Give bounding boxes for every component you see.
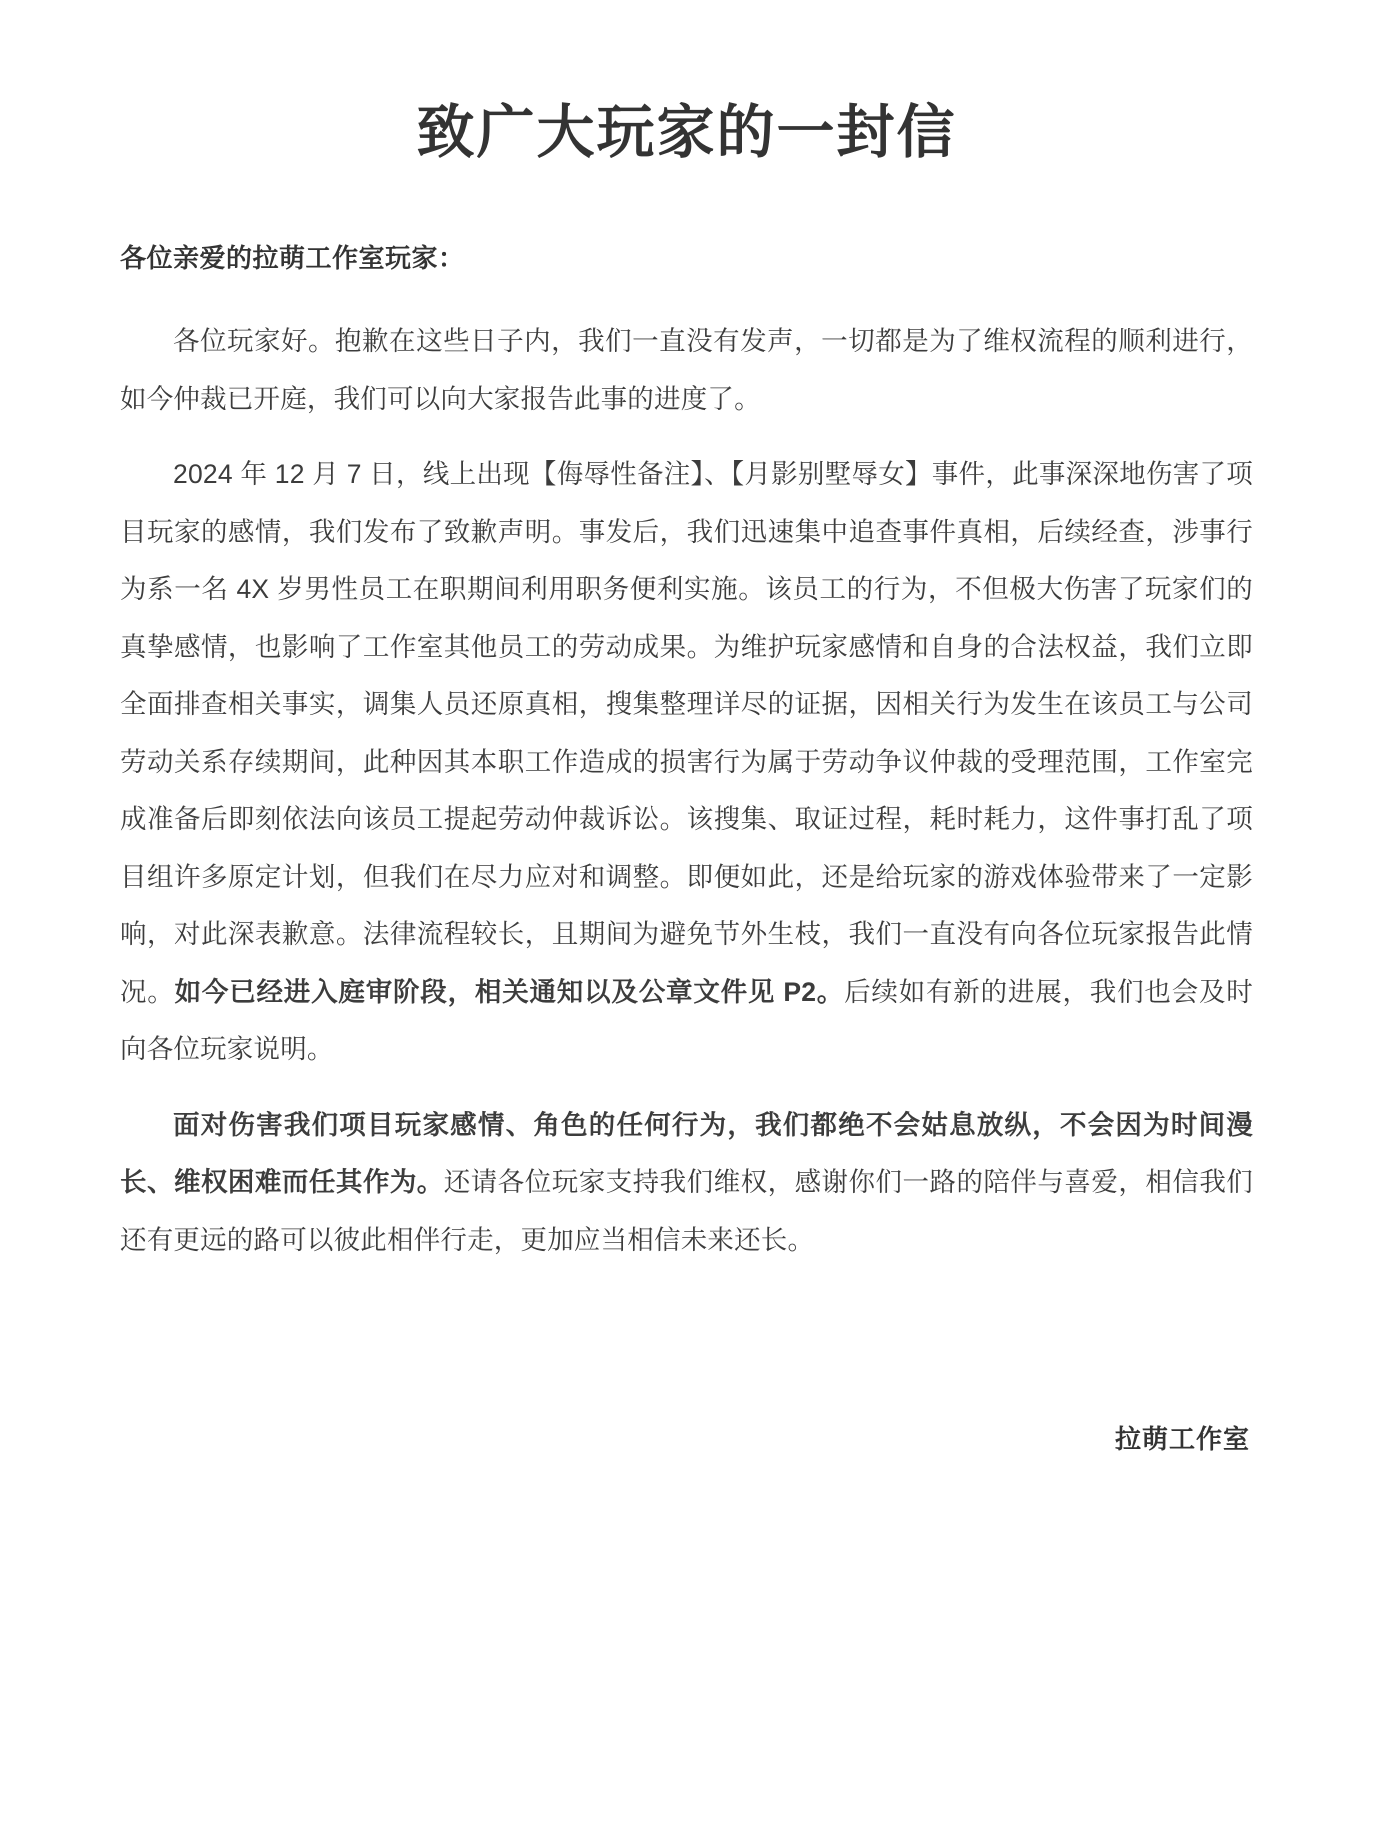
- paragraph-3: [120, 1097, 1253, 1270]
- text-segment: 还请各位玩家支持我们维权，感谢你们一路的陪伴与喜爱，相信我们还有更远的路可以彼此相伴行走，更加应当相信未来还长。: [120, 1167, 1253, 1255]
- text-segment-bold: 面对伤害我们项目玩家感情、角色的任何行为，我们都绝不会姑息放纵，不会因为时间漫长、维权困难而任其作为。: [120, 1109, 1253, 1198]
- letter-body: [0, 238, 1373, 1270]
- text-segment: 2024 年 12 月 7 日，线上出现【侮辱性备注】、【月影别墅辱女】事件，此事深深地伤害了项目玩家的感情，我们发布了致歉声明。事发后，我们迅速集中追查事件真相，后续经查，涉事行为系一名 4X 岁男性员工在职期间利用职务便利实施。该员工的行为，不但极大伤害了玩家们的真挚感情，也影响了工作室其他员工的劳动成果。为维护玩家感情和自身的合法权益，我们立即全面排查相关事实，调集人员还原真相，搜集整理详尽的证据，因相关行为发生在该员工与公司劳动关系存续期间，此种因其本职工作造成的损害行为属于劳动争议仲裁的受理范围，工作室完成准备后即刻依法向该员工提起劳动仲裁诉讼。该搜集、取证过程，耗时耗力，这件事打乱了项目组许多原定计划，但我们在尽力应对和调整。即便如此，还是给玩家的游戏体验带来了一定影响，对此深表歉意。法律流程较长，且期间为避免节外生枝，我们一直没有向各位玩家报告此情况。: [120, 459, 1253, 1007]
- signature: 拉萌工作室: [1114, 1424, 1250, 1455]
- page-bottom-spacer: [0, 1456, 1373, 1457]
- salutation: 各位亲爱的拉萌工作室玩家：: [120, 242, 465, 273]
- text-segment-bold: 如今已经进入庭审阶段，相关通知以及公章文件见 P2。: [174, 976, 845, 1007]
- text-segment: 后续如有新的进展，我们也会及时向各位玩家说明。: [120, 976, 1253, 1065]
- paragraph-2: [120, 446, 1253, 1079]
- page-title: 致广大玩家的一封信: [416, 100, 957, 165]
- text-segment: 各位玩家好。抱歉在这些日子内，我们一直没有发声，一切都是为了维权流程的顺利进行，如今仲裁已开庭，我们可以向大家报告此事的进度了。: [120, 326, 1253, 414]
- paragraph-1: [120, 313, 1253, 428]
